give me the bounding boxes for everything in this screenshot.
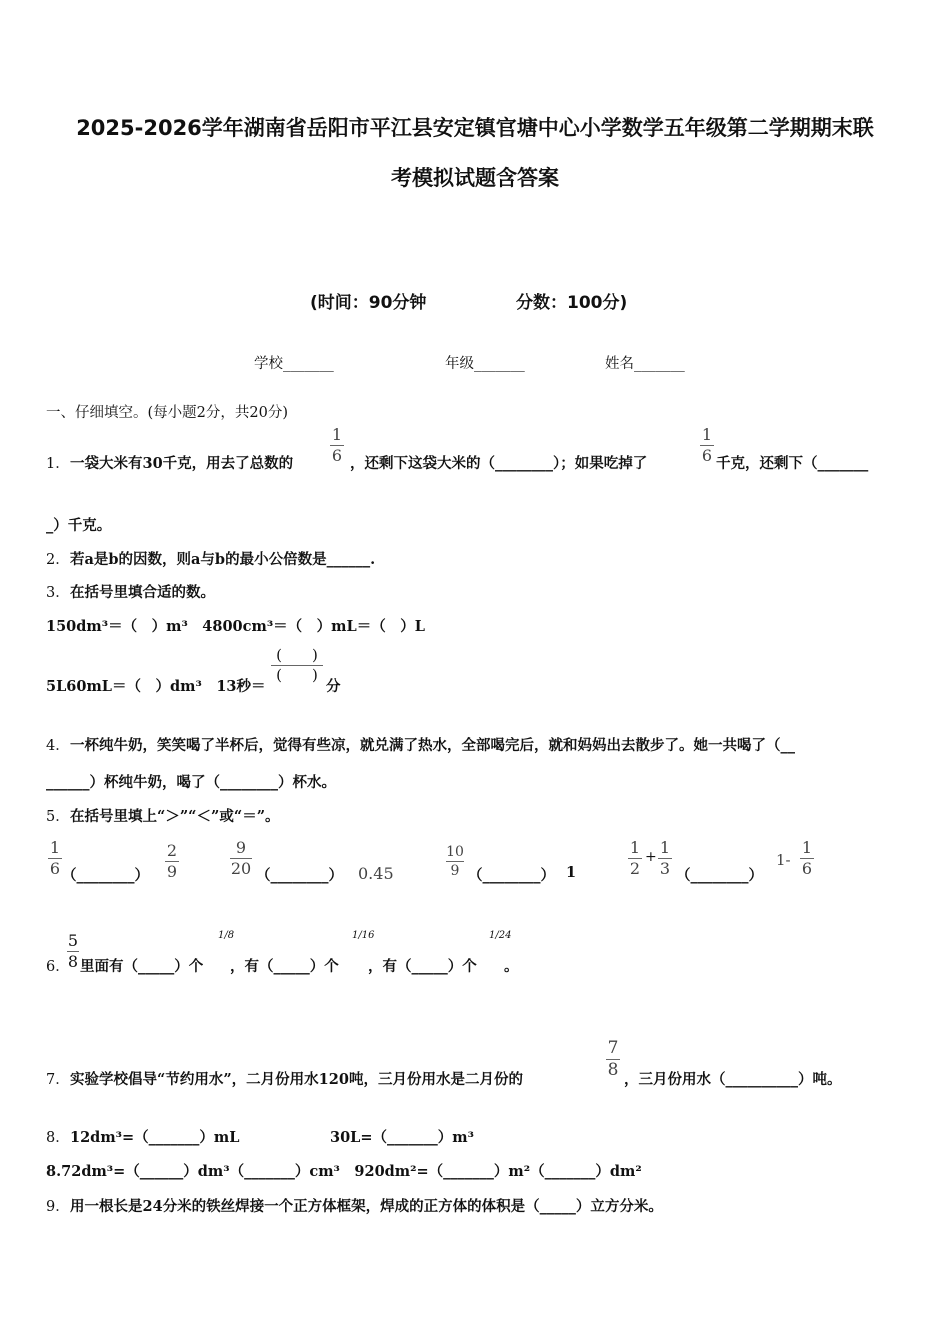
q3-line1: 150dm³＝（ ）m³ 4800cm³＝（ ）mL＝（ ）L	[46, 618, 425, 635]
q1-text-c: 千克，还剩下（_______	[716, 455, 869, 472]
q5-blank-e: （________）	[676, 867, 763, 884]
q6-text-2: ，有（_____）个	[230, 958, 339, 975]
q5-blank-a: （________）	[62, 867, 149, 884]
q1-text-d: _）千克。	[46, 517, 112, 534]
q5-text: 在括号里填上“＞”“＜”或“＝”。	[70, 808, 280, 825]
q9-number: 9．	[46, 1199, 70, 1215]
q5-frac-e2: 1 3	[659, 838, 671, 878]
q5-value-e: 1-	[776, 851, 791, 869]
q7-number: 7．	[46, 1072, 70, 1088]
q1-fraction-1: 1 6	[331, 425, 343, 465]
q4-number: 4．	[46, 738, 70, 754]
q5-frac-c: 9 20	[230, 838, 252, 878]
q3-line2b: 分	[326, 678, 341, 695]
q6-unit-3: 1/24	[489, 930, 512, 941]
q5-frac-e3: 1 6	[801, 838, 813, 878]
exam-score: 分数：100分)	[516, 293, 628, 313]
q6-text-4: 。	[504, 958, 519, 975]
q6-unit-1: 1/8	[218, 930, 235, 941]
q6-text-1: 里面有（_____）个	[80, 958, 204, 975]
q9-text: 用一根长是24分米的铁丝焊接一个正方体框架，焊成的正方体的体积是（_____）立方分米。	[70, 1198, 663, 1215]
q5-frac-e1: 1 2	[629, 838, 641, 878]
doc-title-line1: 2025-2026学年湖南省岳阳市平江县安定镇官塘中心小学数学五年级第二学期期末联	[76, 116, 874, 140]
q1-text-a: 一袋大米有30千克，用去了总数的	[70, 455, 294, 472]
q5-frac-b: 2 9	[166, 841, 178, 881]
section-heading: 一、仔细填空。(每小题2分，共20分)	[46, 405, 288, 421]
q3-text: 在括号里填合适的数。	[70, 584, 215, 601]
q6-unit-2: 1/16	[352, 930, 375, 941]
school-field: 学校_______	[254, 356, 334, 372]
q7-text-b: ，三月份用水（__________）吨。	[624, 1071, 842, 1088]
q5-value-d: 1	[566, 864, 577, 881]
q7-fraction: 7 8	[607, 1038, 619, 1080]
q8-text-b: 30L=（_______）m³	[330, 1129, 474, 1146]
q3-blank-fraction: ( ) ( )	[271, 648, 323, 683]
q1-fraction-2: 1 6	[701, 425, 713, 465]
q7-text-a: 实验学校倡导“节约用水”，二月份用水120吨，三月份用水是二月份的	[70, 1071, 523, 1088]
q5-blank-d: （________）	[468, 867, 555, 884]
q5-plus: +	[645, 849, 657, 865]
q8-text-c: 8.72dm³=（______）dm³（_______）cm³ 920dm²=（_______）m²（_______）dm²	[46, 1163, 642, 1180]
q4-line1: 一杯纯牛奶，笑笑喝了半杯后，觉得有些凉，就兑满了热水，全部喝完后，就和妈妈出去散步了。她一共喝了（__	[70, 737, 795, 754]
name-field: 姓名_______	[605, 356, 685, 372]
doc-title-line2: 考模拟试题含答案	[391, 166, 559, 190]
q5-blank-c: （________）	[256, 867, 343, 884]
q2-text: 若a是b的因数，则a与b的最小公倍数是______.	[70, 551, 376, 568]
q4-line2: ______）杯纯牛奶，喝了（________）杯水。	[46, 774, 336, 791]
q1-number: 1．	[46, 456, 70, 472]
q6-fraction: 5 8	[67, 931, 79, 971]
q2-number: 2．	[46, 552, 70, 568]
q5-frac-d: 10 9	[446, 844, 464, 879]
q3-line2a: 5L60mL＝（ ）dm³ 13秒＝	[46, 678, 266, 695]
grade-field: 年级_______	[445, 356, 525, 372]
q5-value-c: 0.45	[358, 864, 394, 883]
q1-text-b: ，还剩下这袋大米的（________）；如果吃掉了	[350, 455, 648, 472]
q6-number: 6．	[46, 959, 70, 975]
exam-time: (时间：90分钟	[310, 293, 427, 313]
q5-frac-a: 1 6	[49, 838, 61, 878]
q8-number: 8．	[46, 1130, 70, 1146]
q3-number: 3．	[46, 585, 70, 601]
q6-text-3: ，有（_____）个	[368, 958, 477, 975]
q5-number: 5．	[46, 809, 70, 825]
q8-text-a: 12dm³=（_______）mL	[70, 1129, 240, 1146]
